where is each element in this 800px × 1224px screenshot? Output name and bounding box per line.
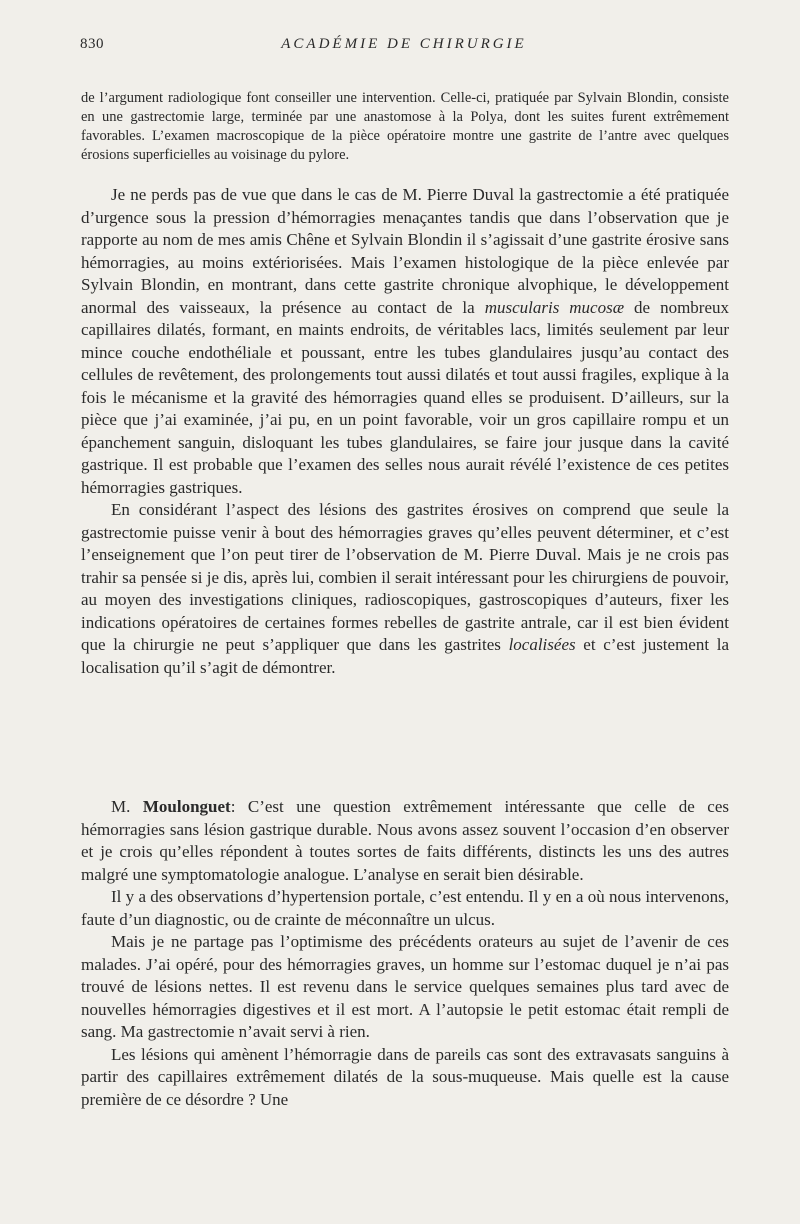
speaker-prefix: M.	[111, 797, 131, 816]
running-head	[80, 36, 728, 58]
second-speaker-block	[81, 796, 729, 1111]
intro-paragraph: de l’argument radiologique font conseiller une intervention. Celle-ci, pratiquée par Sylvain Blondin, consiste en une gastrectomie large, terminée par une anastomose à la Polya, dont les suites furent extrêmement favorables. L’examen macroscopique de la pièce opératoire montre une gastrite de l’antre avec quelques érosions superficielles au voisinage du pylore.	[81, 89, 729, 163]
journal-title: ACADÉMIE DE CHIRURGIE	[281, 36, 527, 52]
second-speaker-paragraph-2: Il y a des observations d’hypertension portale, c’est entendu. Il y en a où nous intervenons, faute d’un diagnostic, ou de crainte de méconnaître un ulcus.	[81, 887, 729, 929]
second-speaker-paragraph-4: Les lésions qui amènent l’hémorragie dans de pareils cas sont des extravasats sanguins à partir des capillaires extrêmement dilatés de la sous-muqueuse. Mais quelle est la cause première de ce désordre ? Une	[81, 1044, 729, 1109]
speaker-name: Moulonguet	[142, 797, 231, 816]
paragraph-text: de nombreux capillaires dilatés, formant, en maints endroits, de véritables lacs, limités seulement par leur mince couche endothéliale et poussant, entre les tubes glandulaires jusqu’au contact des cellules de revêtement, des prolongements tout aussi dilatés et tout aussi fragiles, explique à la fois le mécanisme et la gravité des hémorragies quand elles se produisent. D’ailleurs, sur la pièce que j’ai examinée, j’ai pu, en un point favorable, voir un gros capillaire rompu et un épanchement sanguin, disloquant les tubes glandulaires, se faire jour jusque dans la cavité gastrique. Il est probable que l’examen des selles nous aurait révélé l’existence de ces petites hémorragies gastriques.	[81, 297, 729, 497]
first-speaker-paragraph-2	[81, 499, 729, 679]
italic-term: localisées	[508, 635, 576, 654]
paragraph-text: et c’est justement la localisation qu’il s’agit de démontrer.	[81, 635, 730, 677]
first-speaker-block	[81, 184, 729, 679]
paragraph-text: En considérant l’aspect des lésions des gastrites érosives on comprend que seule la gastrectomie puisse venir à bout des hémorragies graves qu’elles peuvent déterminer, et c’est l’enseignement que l’on peut tirer de l’observation de M. Pierre Duval. Mais je ne crois pas trahir sa pensée si je dis, après lui, combien il serait intéressant pour les chirurgiens de pouvoir, au moyen des investigations cliniques, radioscopiques, gastroscopiques d’auteurs, fixer les indications opératoires de certaines formes rebelles de gastrite antrale, car il est bien évident que la chirurgie ne peut s’appliquer que dans les gastrites	[81, 500, 729, 654]
first-speaker-paragraph-1	[81, 184, 729, 499]
italic-term: muscularis mucosæ	[484, 297, 625, 317]
second-speaker-paragraph-3: Mais je ne partage pas l’optimisme des précédents orateurs au sujet de l’avenir de ces malades. J’ai opéré, pour des hémorragies graves, un homme sur l’estomac duquel je n’ai pas trouvé de lésions nettes. Il est revenu dans le service quelques semaines plus tard avec de nouvelles hémorragies digestives et il est mort. A l’autopsie le petit estomac était rempli de sang. Ma gastrectomie n’avait servi à rien.	[81, 932, 729, 1041]
page-number: 830	[80, 36, 104, 52]
paragraph-text: : C’est une question extrêmement intéressante que celle de ces hémorragies sans lésion gastrique durable. Nous avons assez souvent l’occasion d’en observer et je crois qu’elles répondent à toutes sortes de faits différents, distincts les uns des autres malgré une symptomatologie analogue. L’analyse en serait bien désirable.	[81, 797, 729, 884]
paragraph-text: Je ne perds pas de vue que dans le cas de M. Pierre Duval la gastrectomie a été pratiquée d’urgence sous la pression d’hémorragies menaçantes tandis que dans l’observation que je rapporte au nom de mes amis Chêne et Sylvain Blondin il s’agissait d’une gastrite érosive sans hémorragies, au moins extériorisées. Mais l’examen histologique de la pièce enlevée par Sylvain Blondin, en montrant, dans cette gastrite chronique alvophique, le développement anormal des vaisseaux, la présence au contact de la	[81, 185, 729, 317]
second-speaker-paragraph-1	[81, 796, 729, 886]
